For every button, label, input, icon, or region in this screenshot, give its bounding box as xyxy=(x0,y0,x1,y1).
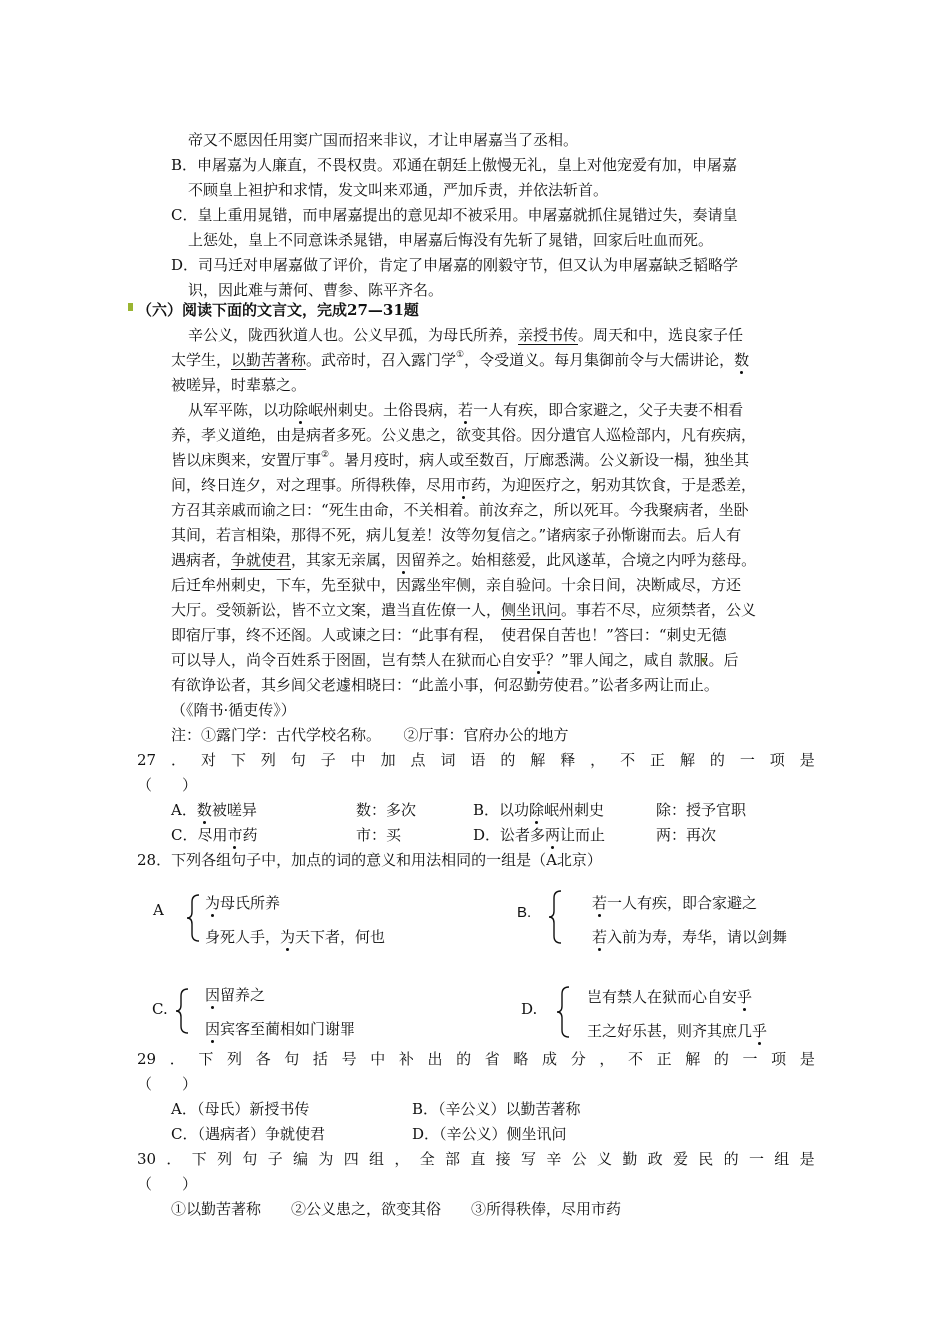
stem-char: 部 xyxy=(445,1150,461,1168)
stem-char: 项 xyxy=(769,751,785,769)
stem-char: 解 xyxy=(530,751,546,769)
answer-paren: （ ） xyxy=(137,776,198,794)
q27-option-b: B．以功除岷州刺史 xyxy=(473,801,605,819)
q27-option-c-explanation: 市：买 xyxy=(356,826,402,844)
heading-marker xyxy=(128,303,133,311)
stem-char: 组 xyxy=(369,1150,385,1168)
stem-char: 对 xyxy=(200,751,216,769)
passage-line: 可以导人，尚令百姓系于囹圄，岂有禁人在狱而心自安乎？”罪人闻之，咸自 款服。后 xyxy=(171,651,739,669)
stem-char: 释 xyxy=(560,751,576,769)
stem-char: 编 xyxy=(293,1150,309,1168)
q28-c-line1: 因留养之 xyxy=(205,986,266,1004)
dotted-char: 若 xyxy=(592,894,608,912)
answer-paren: （ ） xyxy=(137,1175,198,1193)
stem-char: ， xyxy=(394,1150,410,1168)
stem-char: 略 xyxy=(513,1050,529,1068)
stem-char: 勤 xyxy=(622,1150,638,1168)
stem-char: 词 xyxy=(440,751,456,769)
stem-char: 30 xyxy=(137,1150,157,1168)
stem-char: 句 xyxy=(284,1050,300,1068)
dotted-char: 因 xyxy=(205,1020,221,1038)
passage-line: 遇病者，争就使君，其家无亲属，因留养之。始相慈爱，此风遂革，合境之内呼为慈母。 xyxy=(171,551,757,569)
dotted-char: 因 xyxy=(205,986,221,1004)
stem-char: 政 xyxy=(647,1150,663,1168)
passage-line: 后迁牟州刺史，下车，先至狱中，因露坐牢侧，亲自验问。十余日间，决断咸尽，方还 xyxy=(171,576,742,594)
q27-option-d-explanation: 两：再次 xyxy=(656,826,717,844)
dotted-char: 除 xyxy=(529,801,545,819)
stem-char: ． xyxy=(171,751,187,769)
q28-a-line1: 为母氏所养 xyxy=(205,894,281,912)
stem-char: 组 xyxy=(774,1150,790,1168)
section-heading: （六）阅读下面的文言文，完成27—31题 xyxy=(137,301,419,319)
stem-char: 29 xyxy=(137,1050,157,1068)
option-b-line2: 不顾皇上袒护和求情，发文叫来邓通，严加斥责，并依法斩首。 xyxy=(188,181,609,199)
question-28-stem: 28．下列各组句子中，加点的词的意义和用法相同的一组是（A北京） xyxy=(137,851,602,869)
q27-option-d: D．讼者多两让而止 xyxy=(473,826,606,844)
passage-line: 有欲诤讼者，其乡闾父老遽相晓曰：“此盖小事，何忍勤劳使君。”讼者多两让而止。 xyxy=(171,676,719,694)
underlined-phrase: 争就使君 xyxy=(231,551,292,569)
stem-char: 出 xyxy=(427,1050,443,1068)
passage-line: 养，孝义道绝，由是病者多死。公义患之，欲变其俗。因分遣官人巡检部内，凡有疾病， xyxy=(171,426,757,444)
stem-char: 的 xyxy=(709,751,725,769)
stem-char: 分 xyxy=(570,1050,586,1068)
q28-c-line2: 因宾客至蔺相如门谢罪 xyxy=(205,1020,356,1038)
stem-char: 正 xyxy=(656,1050,672,1068)
q28-option-a-label: A xyxy=(153,901,164,919)
dotted-char: 数 xyxy=(196,801,212,819)
left-curly-brace-icon xyxy=(186,894,200,942)
passage-line: 大厅。受领新讼，皆不立文案，遣当直佐僚一人，侧坐讯问。事若不尽，应须禁者，公义 xyxy=(171,601,757,619)
passage-line: 辛公义，陇西狄道人也。公义早孤，为母氏所养，亲授书传。周天和中，选良家子任 xyxy=(188,326,744,344)
stem-char: 是 xyxy=(799,751,815,769)
option-d-line2: 识，因此难与萧何、曹参、陈平齐名。 xyxy=(188,281,444,299)
dotted-char: 乎 xyxy=(531,651,547,669)
stem-char: 中 xyxy=(370,1050,386,1068)
stem-char: 语 xyxy=(470,751,486,769)
q29-option-b: B．（辛公义）以勤苦著称 xyxy=(412,1100,581,1118)
passage-line: 即宿厅事，终不还阁。人或谏之曰：“此事有程， 使君保自苦也！”答曰：“刺史无德 xyxy=(171,626,727,644)
stem-char: 爱 xyxy=(672,1150,688,1168)
stem-char: ， xyxy=(599,1050,615,1068)
stem-char: 辛 xyxy=(546,1150,562,1168)
stem-char: 是 xyxy=(799,1150,815,1168)
stem-char: 列 xyxy=(227,1050,243,1068)
option-d-line1: D．司马迁对申屠嘉做了评价，肯定了申屠嘉的刚毅守节，但又认为申屠嘉缺乏韬略学 xyxy=(171,256,739,274)
stem-char: 正 xyxy=(650,751,666,769)
dotted-char: 市 xyxy=(227,826,243,844)
stem-char: ． xyxy=(169,1050,185,1068)
stem-char: 列 xyxy=(260,751,276,769)
q28-b-line2: 若入前为寿，寿华，请以剑舞 xyxy=(592,928,788,946)
stem-char: 点 xyxy=(410,751,426,769)
underlined-phrase: 以勤苦著称 xyxy=(231,351,307,369)
passage-line: 其间，若言相染，那得不死，病儿复差！汝等勿复信之。”诸病家子孙惭谢而去。后人有 xyxy=(171,526,742,544)
dotted-char: 为 xyxy=(280,928,296,946)
q29-option-d: D．（辛公义）侧坐讯问 xyxy=(412,1125,567,1143)
left-curly-brace-icon xyxy=(548,890,562,944)
passage-line: 方召其亲戚而谕之曰：“死生由命，不关相着。前汝弃之，所以死耳。今我聚病者，坐卧 xyxy=(171,501,749,519)
stem-char: 全 xyxy=(419,1150,435,1168)
q29-option-a: A．（母氏）新授书传 xyxy=(171,1100,310,1118)
dotted-char: 乎 xyxy=(752,1022,768,1040)
stem-char: 的 xyxy=(456,1050,472,1068)
stem-char: 解 xyxy=(679,751,695,769)
question-29-stem xyxy=(137,1049,815,1069)
stem-char: 括 xyxy=(312,1050,328,1068)
stem-char: 加 xyxy=(380,751,396,769)
q27-option-c: C．尽用市药 xyxy=(171,826,258,844)
stem-char: ， xyxy=(590,751,606,769)
stem-char: 下 xyxy=(198,1050,214,1068)
dotted-char: 两 xyxy=(545,826,561,844)
dotted-char: 乎 xyxy=(737,988,753,1006)
stem-char: 句 xyxy=(242,1150,258,1168)
q27-option-a: A．数被嗟异 xyxy=(171,801,257,819)
stem-char: 项 xyxy=(771,1050,787,1068)
q28-option-d-label: D. xyxy=(521,1000,538,1018)
option-a-continued: 帝又不愿因任用窦广国而招来非议，才让申屠嘉当了丞相。 xyxy=(188,131,579,149)
stem-char: 是 xyxy=(799,1050,815,1068)
stem-char: 不 xyxy=(627,1050,643,1068)
stem-char: 27 xyxy=(137,751,157,769)
option-b-line1: B．申屠嘉为人廉直，不畏权贵。邓通在朝廷上傲慢无礼，皇上对他宠爱有加，申屠嘉 xyxy=(171,156,738,174)
stem-char: 公 xyxy=(571,1150,587,1168)
q28-b-line1: 若一人有疾，即合家避之 xyxy=(592,894,758,912)
dotted-char: 因 xyxy=(396,551,412,569)
stem-char: 不 xyxy=(620,751,636,769)
dotted-char: 若 xyxy=(458,401,474,419)
q28-d-line2: 王之好乐甚，则齐其庶几乎 xyxy=(587,1022,768,1040)
stem-char: 的 xyxy=(723,1150,739,1168)
passage-line: 皆以床舆来，安置厅事②。暑月疫时，病人或至数百，厅廊悉满。公义新设一榻，独坐其 xyxy=(171,450,750,469)
stem-char: 下 xyxy=(191,1150,207,1168)
stem-char: 解 xyxy=(685,1050,701,1068)
stem-char: 为 xyxy=(318,1150,334,1168)
underlined-phrase: 亲授书传 xyxy=(518,326,579,344)
option-c-line1: C．皇上重用晁错，而申屠嘉提出的意见却不被采用。申屠嘉就抓住晁错过失，奏请皇 xyxy=(171,206,738,224)
passage-source: （《隋书·循吏传》） xyxy=(171,701,296,719)
footnote-marker: ① xyxy=(456,350,465,360)
stem-char: 民 xyxy=(698,1150,714,1168)
left-curly-brace-icon xyxy=(175,988,189,1034)
q27-option-a-explanation: 数：多次 xyxy=(356,801,417,819)
stem-char: 一 xyxy=(739,751,755,769)
answer-paren: （ ） xyxy=(137,1075,198,1093)
q28-option-c-label: C. xyxy=(152,1000,168,1018)
stem-char: 成 xyxy=(542,1050,558,1068)
stem-char: 直 xyxy=(470,1150,486,1168)
stem-char: 接 xyxy=(495,1150,511,1168)
q28-option-b-label: B. xyxy=(517,904,532,921)
stem-char: 子 xyxy=(320,751,336,769)
stem-char: 号 xyxy=(341,1050,357,1068)
stem-char: ． xyxy=(166,1150,182,1168)
q28-d-line1: 岂有禁人在狱而心自安乎 xyxy=(587,988,753,1006)
dotted-char: 除 xyxy=(293,401,309,419)
passage-line: 太学生，以勤苦著称。武帝时，召入露门学①，令受道义。每月集御前令与大儒讲论，数 xyxy=(171,350,750,369)
stem-char: 下 xyxy=(230,751,246,769)
stem-char: 中 xyxy=(350,751,366,769)
option-c-line2: 上惩处，皇上不同意诛杀晁错，申屠嘉后悔没有先斩了晁错，回家后吐血而死。 xyxy=(188,231,714,249)
q30-items: ①以勤苦著称 ②公义患之，欲变其俗 ③所得秩俸，尽用市药 xyxy=(171,1200,622,1218)
stem-char: 补 xyxy=(398,1050,414,1068)
stem-char: 义 xyxy=(596,1150,612,1168)
dotted-char: 为 xyxy=(205,894,221,912)
underlined-phrase: 侧坐讯问 xyxy=(501,601,562,619)
stem-char: 四 xyxy=(343,1150,359,1168)
passage-line: 从军平陈，以功除岷州刺史。土俗畏病，若一人有疾，即合家避之，父子夫妻不相看 xyxy=(188,401,744,419)
stem-char: 各 xyxy=(255,1050,271,1068)
stem-char: 句 xyxy=(290,751,306,769)
passage-note: 注：①露门学：古代学校名称。 ②厅事：官府办公的地方 xyxy=(171,726,569,744)
passage-line: 间，终日连夕，对之理事。所得秩俸，尽用市药，为迎医疗之，躬劝其饮食，于是悉差， xyxy=(171,476,757,494)
stem-char: 的 xyxy=(713,1050,729,1068)
stem-char: 列 xyxy=(217,1150,233,1168)
dotted-char: 若 xyxy=(592,928,608,946)
question-27-stem xyxy=(137,750,815,770)
stem-char: 省 xyxy=(484,1050,500,1068)
stem-char: 的 xyxy=(500,751,516,769)
stem-char: 一 xyxy=(748,1150,764,1168)
q29-option-c: C．（遇病者）争就使君 xyxy=(171,1125,325,1143)
q27-option-b-explanation: 除：授予官职 xyxy=(656,801,747,819)
footnote-marker: ② xyxy=(321,450,330,460)
left-curly-brace-icon xyxy=(556,986,570,1038)
passage-line: 被嗟异，时辈慕之。 xyxy=(171,376,307,394)
question-30-stem xyxy=(137,1149,815,1169)
q28-a-line2: 身死人手，为天下者，何也 xyxy=(205,928,386,946)
dotted-char: 市 xyxy=(456,476,472,494)
stem-char: 子 xyxy=(267,1150,283,1168)
stem-char: 一 xyxy=(742,1050,758,1068)
dotted-char: 数 xyxy=(734,351,750,369)
stem-char: 写 xyxy=(521,1150,537,1168)
